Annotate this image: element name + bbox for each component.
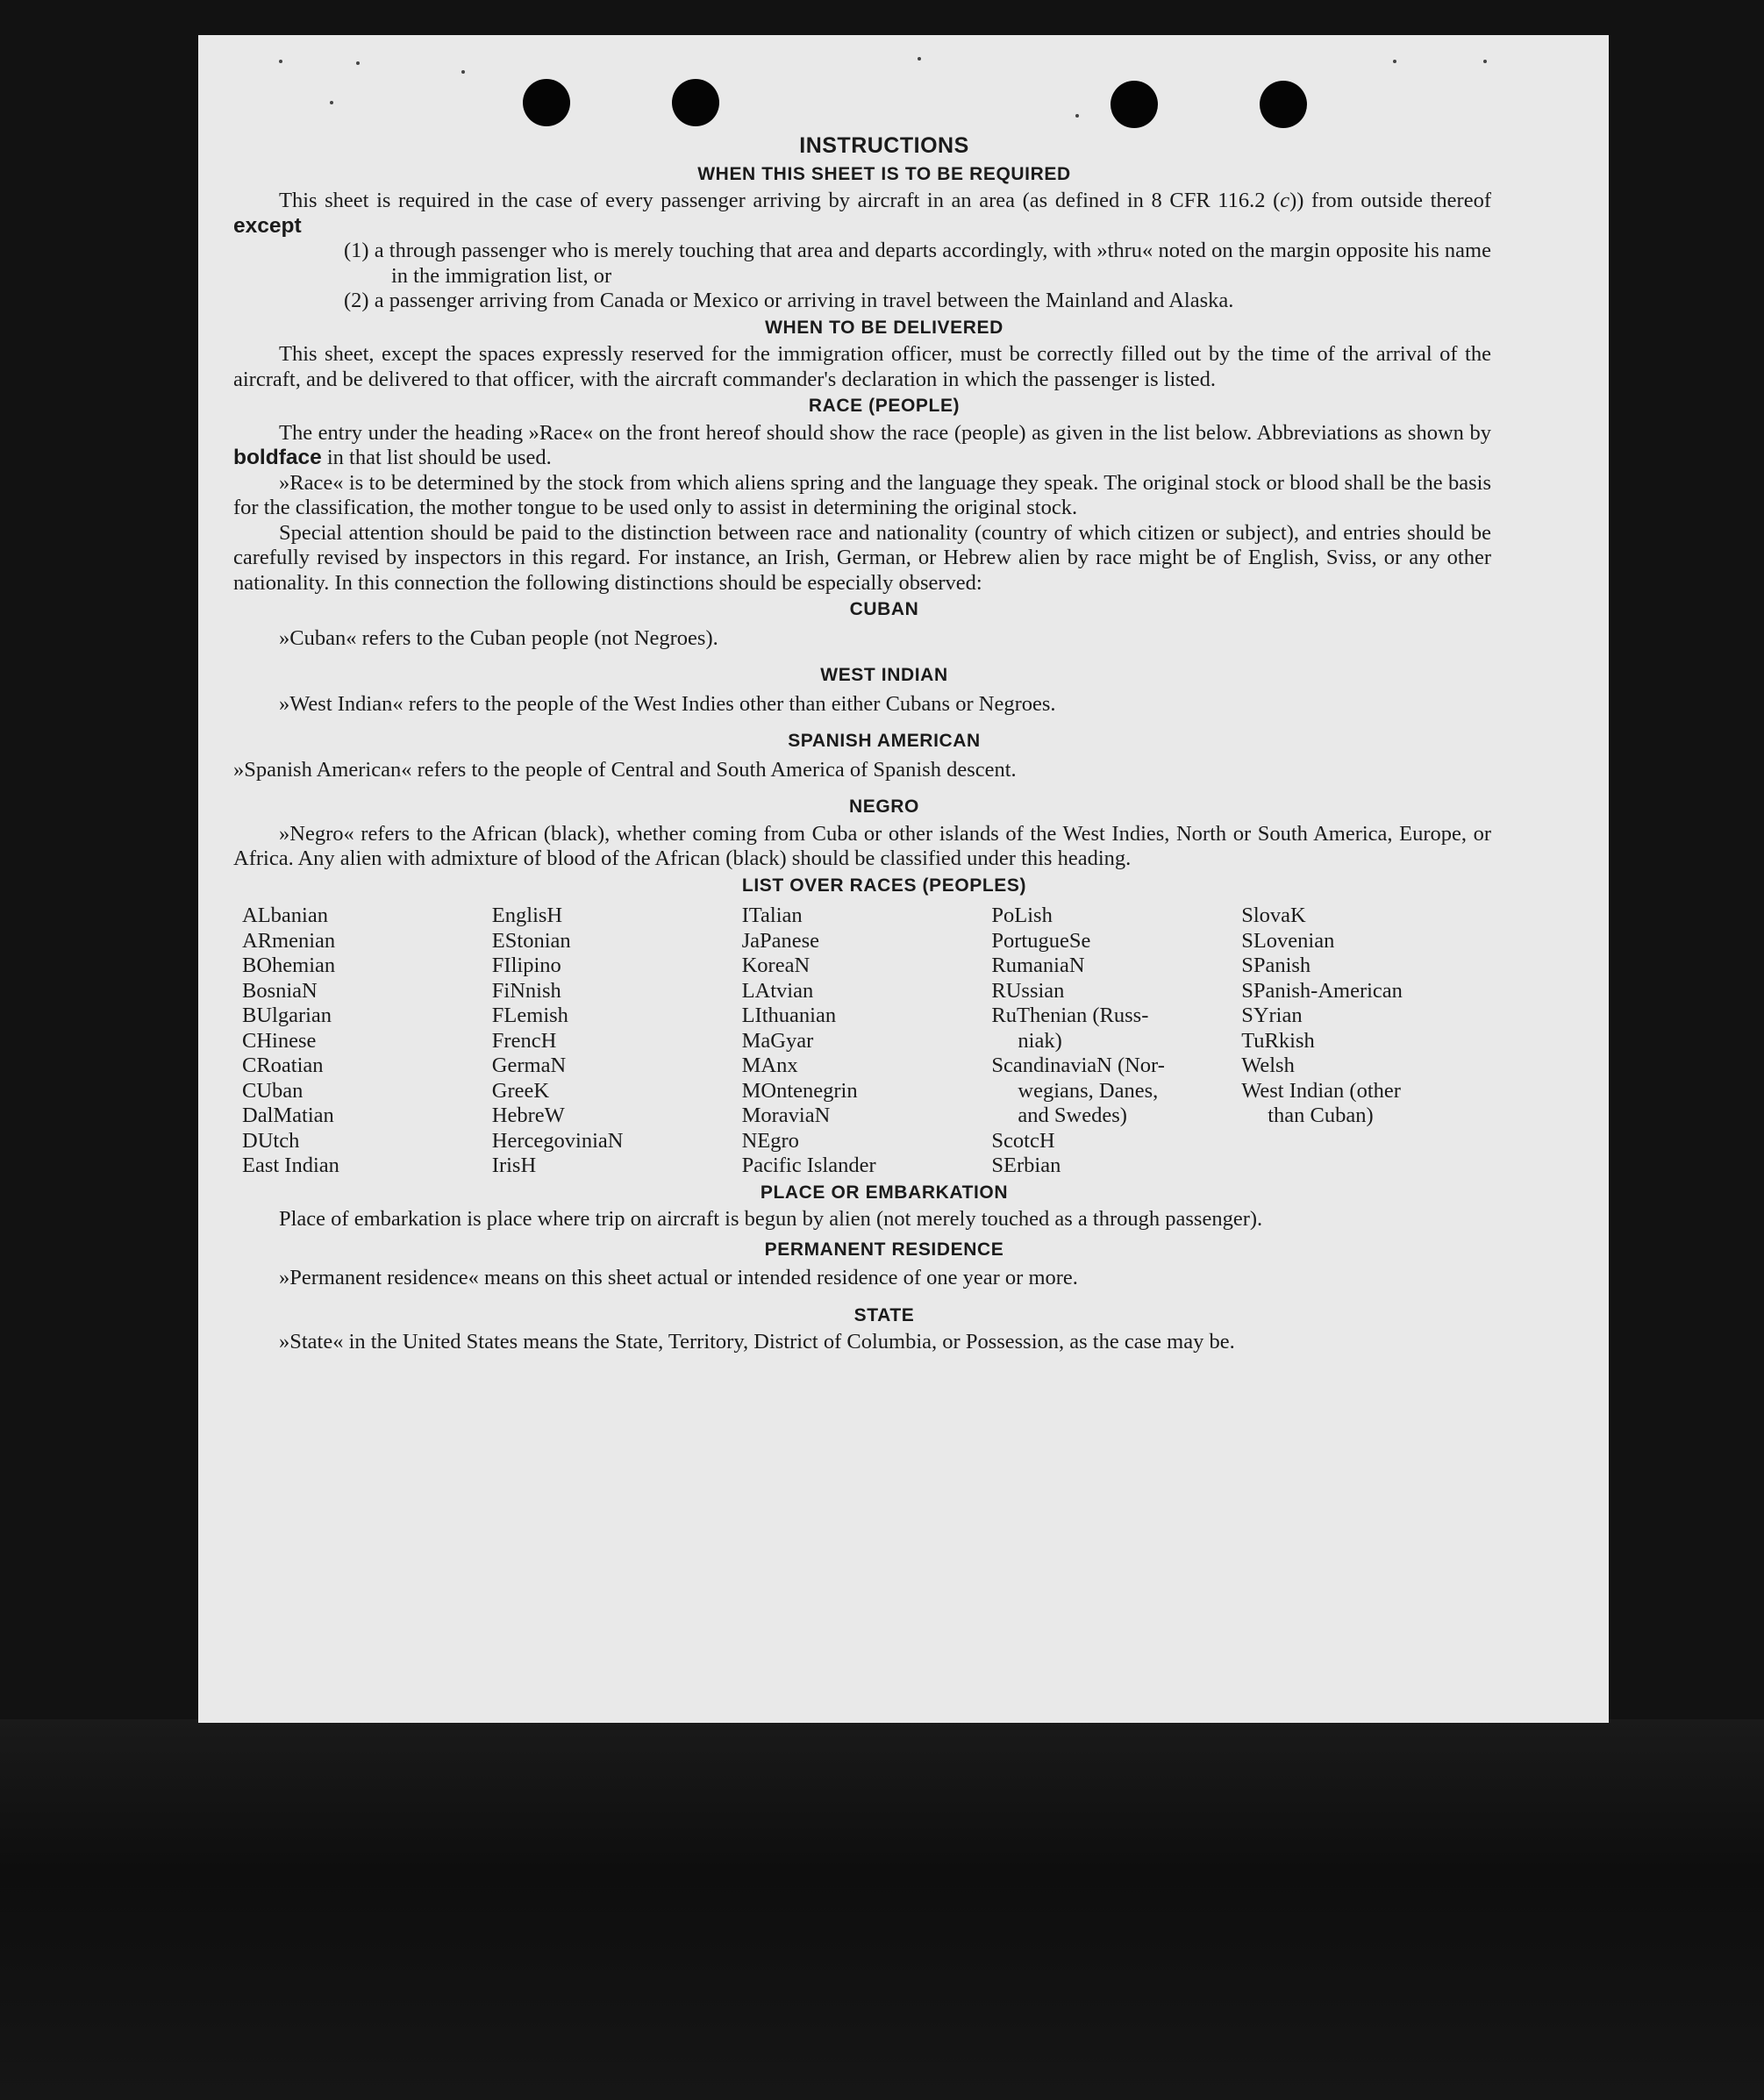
section-heading-spanish-american: SPANISH AMERICAN bbox=[788, 731, 981, 751]
race-entry: DUtch bbox=[242, 1128, 300, 1153]
section-heading-race: RACE (PEOPLE) bbox=[808, 396, 961, 416]
scan-speck bbox=[1483, 60, 1487, 63]
race-entry: SlovaK bbox=[1241, 904, 1306, 927]
race-entry-continued: wegians, Danes, bbox=[1018, 1078, 1159, 1103]
race-entry: GreeK bbox=[491, 1078, 550, 1103]
race-entry: HercegoviniaN bbox=[491, 1128, 624, 1153]
race-paragraph-1 bbox=[233, 421, 1491, 471]
race-entry: MOntenegrin bbox=[741, 1078, 858, 1103]
race-p1-bold: boldface bbox=[233, 446, 322, 469]
race-entry: FIlipino bbox=[491, 954, 561, 977]
race-entry: GermaN bbox=[491, 1054, 567, 1077]
scan-speck bbox=[1075, 114, 1079, 118]
race-entry: SPanish bbox=[1241, 954, 1311, 977]
race-entry: IrisH bbox=[491, 1154, 537, 1177]
race-paragraph-3: Special attention should be paid to the distinction between race and nationality (country of which citizen or subject), and entries should be carefully revised by inspectors in this regard. For instance, an Irish, German, or Hebrew alien by race might be of English, Sviss, or any other nationality. In this connection the following distinctions should be especially observed: bbox=[233, 520, 1491, 595]
race-list-column-3 bbox=[742, 904, 992, 1179]
race-entry: TuRkish bbox=[1241, 1028, 1315, 1053]
punch-hole bbox=[672, 79, 719, 126]
race-entry: FrencH bbox=[491, 1028, 557, 1053]
section-heading-delivered: WHEN TO BE DELIVERED bbox=[765, 317, 1003, 338]
section-heading-state: STATE bbox=[853, 1304, 915, 1325]
race-entry: KoreaN bbox=[741, 954, 811, 977]
race-entry: DalMatian bbox=[242, 1104, 334, 1127]
section-heading-negro: NEGRO bbox=[848, 796, 919, 817]
race-paragraph-2: »Race« is to be determined by the stock from which aliens spring and the language they speak. The original stock or blood shall be the basis for the classification, the mother tongue to be used only to assist in determining the original stock. bbox=[233, 470, 1491, 519]
race-entry: West Indian (other bbox=[1241, 1078, 1401, 1103]
spanish-american-text: »Spanish American« refers to the people of Central and South America of Spanish descent. bbox=[233, 757, 1017, 782]
cuban-text: »Cuban« refers to the Cuban people (not Negroes). bbox=[279, 625, 718, 650]
required-intro-bold: except bbox=[233, 213, 302, 238]
race-entry-continued: than Cuban) bbox=[1268, 1104, 1374, 1127]
race-entry: ScotcH bbox=[991, 1128, 1055, 1153]
scan-speck bbox=[918, 57, 921, 61]
race-entry: EnglisH bbox=[491, 904, 563, 927]
required-intro-italic: c bbox=[1280, 189, 1290, 212]
race-entry: CHinese bbox=[242, 1028, 317, 1053]
race-entry: NEgro bbox=[741, 1128, 799, 1153]
race-entry: RUssian bbox=[991, 978, 1065, 1003]
delivered-text: This sheet, except the spaces expressly reserved for the immigration officer, must be correctly filled out by the time of the arrival of the aircraft, and be delivered to that officer, with the aircraft commander's declaration in which the passenger is listed. bbox=[233, 342, 1491, 391]
scan-speck bbox=[356, 61, 360, 65]
race-entry: FiNnish bbox=[491, 978, 561, 1003]
race-entry: CUban bbox=[242, 1078, 304, 1103]
race-entry: Welsh bbox=[1241, 1054, 1295, 1077]
race-p1-text: The entry under the heading »Race« on the front hereof should show the race (people) as given in the list below. Abbreviations as shown by bbox=[279, 420, 1491, 445]
page-title: INSTRUCTIONS bbox=[799, 133, 969, 158]
required-intro bbox=[233, 189, 1491, 239]
race-entry-continued: niak) bbox=[1018, 1028, 1062, 1053]
race-entry: MAnx bbox=[741, 1054, 798, 1077]
scan-speck bbox=[330, 101, 333, 104]
race-entry: PoLish bbox=[991, 904, 1053, 927]
race-entry: ARmenian bbox=[242, 928, 336, 953]
west-indian-text: »West Indian« refers to the people of the West Indies other than either Cubans or Negroes. bbox=[279, 691, 1056, 716]
negro-text: »Negro« refers to the African (black), whether coming from Cuba or other islands of the West Indies, North or South America, Europe, or Africa. Any alien with admixture of blood of the African (black) should be classified under this heading. bbox=[233, 821, 1491, 870]
race-list-column-1 bbox=[242, 904, 492, 1179]
race-entry: MaGyar bbox=[741, 1028, 814, 1053]
race-list-column-5 bbox=[1241, 904, 1491, 1179]
embarkation-text: Place of embarkation is place where trip on aircraft is begun by alien (not merely touched as a through passenger). bbox=[279, 1207, 1263, 1231]
instructions-body bbox=[233, 133, 1491, 1355]
race-entry: HebreW bbox=[491, 1104, 565, 1127]
scan-speck bbox=[1393, 60, 1396, 63]
race-entry: PortugueSe bbox=[991, 928, 1091, 953]
race-entry: ITalian bbox=[741, 904, 803, 927]
residence-text: »Permanent residence« means on this sheet actual or intended residence of one year or more. bbox=[279, 1266, 1078, 1289]
scanner-background bbox=[0, 1719, 1764, 2100]
required-intro-text-2: )) from outside thereof bbox=[1289, 189, 1491, 212]
required-intro-text: This sheet is required in the case of every passenger arriving by aircraft in an area (as defined in 8 CFR 116.2 ( bbox=[279, 189, 1281, 212]
punch-hole bbox=[523, 79, 570, 126]
required-item-1: (1) a through passenger who is merely touching that area and departs accordingly, with »thru« noted on the margin opposite his name in the immigration list, or bbox=[344, 239, 1491, 288]
scan-speck bbox=[461, 70, 465, 74]
race-entry: BOhemian bbox=[242, 954, 336, 977]
race-list-column-4 bbox=[991, 904, 1241, 1179]
race-list-column-2 bbox=[492, 904, 742, 1179]
race-entry: SPanish-American bbox=[1241, 978, 1403, 1003]
race-entry: EStonian bbox=[491, 928, 571, 953]
race-list bbox=[242, 904, 1491, 1179]
race-p1-text-2: in that list should be used. bbox=[321, 446, 552, 469]
race-entry: Pacific Islander bbox=[741, 1154, 876, 1177]
section-heading-cuban: CUBAN bbox=[849, 599, 919, 619]
race-entry: LAtvian bbox=[741, 978, 814, 1003]
section-heading-race-list: LIST OVER RACES (PEOPLES) bbox=[741, 875, 1027, 896]
section-heading-west-indian: WEST INDIAN bbox=[820, 665, 948, 685]
state-text: »State« in the United States means the State, Territory, District of Columbia, or Possession, as the case may be. bbox=[279, 1330, 1235, 1354]
document-sheet bbox=[198, 35, 1609, 1723]
race-entry: RuThenian (Russ- bbox=[991, 1004, 1149, 1027]
race-entry: BosniaN bbox=[242, 978, 318, 1003]
race-entry: ScandinaviaN (Nor- bbox=[991, 1054, 1165, 1077]
punch-hole bbox=[1111, 81, 1158, 128]
race-entry: JaPanese bbox=[741, 928, 820, 953]
race-entry: East Indian bbox=[242, 1154, 339, 1177]
section-heading-embarkation: PLACE OR EMBARKATION bbox=[760, 1182, 1009, 1203]
scan-speck bbox=[279, 60, 282, 63]
race-entry: SLovenian bbox=[1241, 928, 1335, 953]
required-item-2: (2) a passenger arriving from Canada or Mexico or arriving in travel between the Mainland and Alaska. bbox=[344, 289, 1234, 312]
race-entry: FLemish bbox=[491, 1004, 568, 1027]
race-entry: RumaniaN bbox=[991, 954, 1085, 977]
race-entry: ALbanian bbox=[242, 904, 328, 927]
punch-hole bbox=[1260, 81, 1307, 128]
race-entry: BUlgarian bbox=[242, 1004, 332, 1027]
race-entry: LIthuanian bbox=[741, 1004, 837, 1027]
race-entry-continued: and Swedes) bbox=[1018, 1104, 1127, 1127]
race-entry: SYrian bbox=[1241, 1004, 1303, 1027]
race-entry: MoraviaN bbox=[741, 1104, 831, 1127]
section-heading-required: WHEN THIS SHEET IS TO BE REQUIRED bbox=[697, 163, 1071, 184]
section-heading-residence: PERMANENT RESIDENCE bbox=[764, 1239, 1004, 1260]
race-entry: SErbian bbox=[991, 1154, 1061, 1177]
race-entry: CRoatian bbox=[242, 1054, 324, 1077]
